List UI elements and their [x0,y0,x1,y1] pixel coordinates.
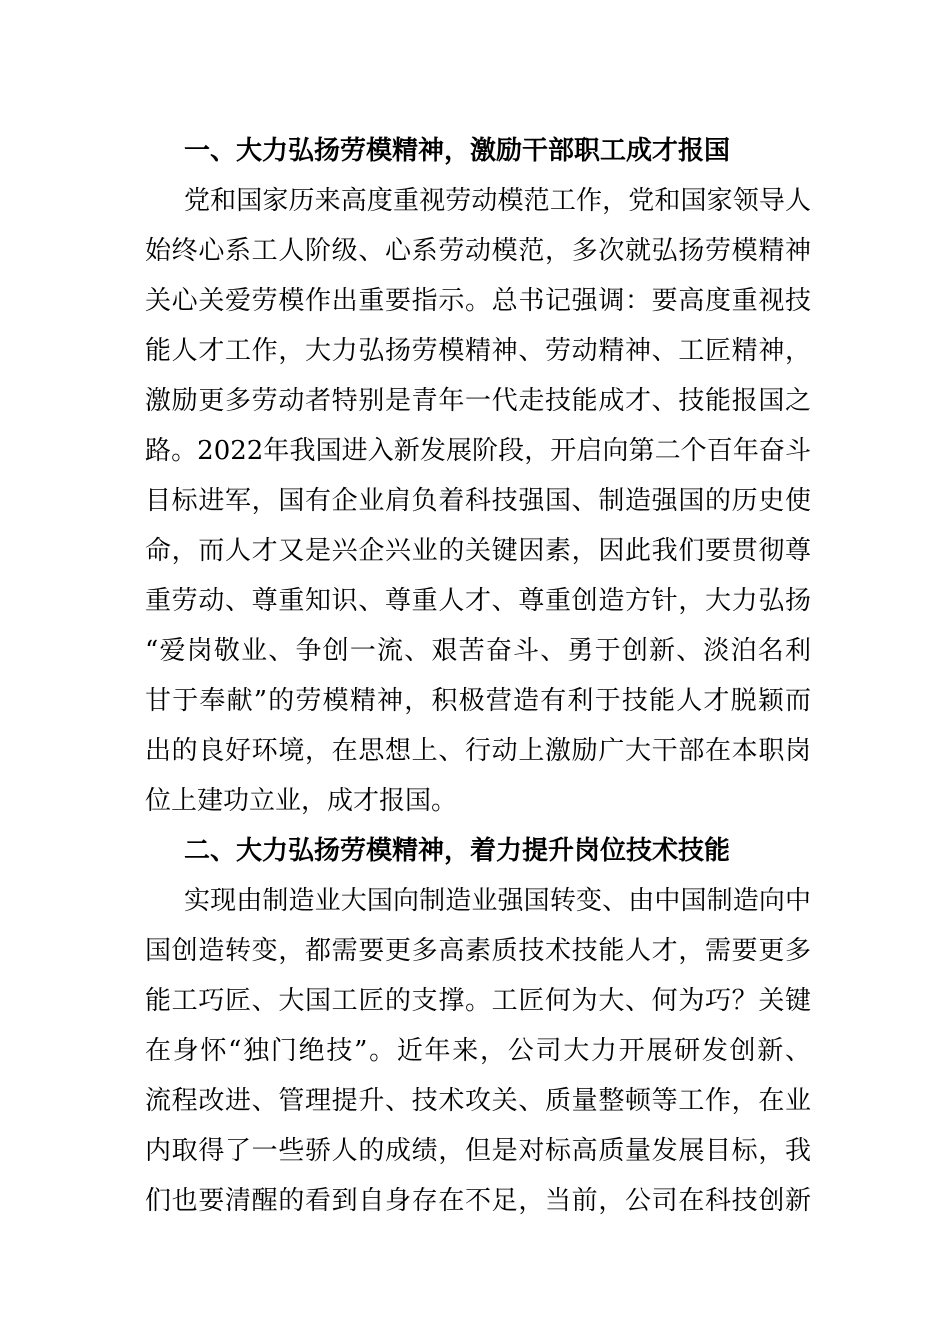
paragraph-line: 党和国家历来高度重视劳动模范工作，党和国家领导人 [184,186,811,216]
paragraph-line: 国创造转变，都需要更多高素质技术技能人才，需要更多 [145,936,811,966]
paragraph-line: 们也要清醒的看到自身存在不足，当前，公司在科技创新 [145,1186,811,1216]
paragraph-line: 始终心系工人阶级、心系劳动模范，多次就弘扬劳模精神 [145,236,811,266]
paragraph-line: 位上建功立业，成才报国。 [145,786,458,816]
section-heading-2: 二、大力弘扬劳模精神，着力提升岗位技术技能 [184,836,731,866]
paragraph-line: “爱岗敬业、争创一流、艰苦奋斗、勇于创新、淡泊名利 [145,636,811,666]
paragraph-line: 能工巧匠、大国工匠的支撑。工匠何为大、何为巧？关键 [145,986,811,1016]
paragraph-line: 目标进军，国有企业肩负着科技强国、制造强国的历史使 [145,486,811,516]
paragraph-line: 激励更多劳动者特别是青年一代走技能成才、技能报国之 [145,386,811,416]
paragraph-line: 实现由制造业大国向制造业强国转变、由中国制造向中 [184,886,811,916]
paragraph-line: 出的良好环境，在思想上、行动上激励广大干部在本职岗 [145,736,811,766]
paragraph-line: 流程改进、管理提升、技术攻关、质量整顿等工作，在业 [145,1086,811,1116]
paragraph-line: 能人才工作，大力弘扬劳模精神、劳动精神、工匠精神， [145,336,811,366]
paragraph-line: 在身怀“独门绝技”。近年来，公司大力开展研发创新、 [145,1036,811,1066]
paragraph-line: 内取得了一些骄人的成绩，但是对标高质量发展目标，我 [145,1136,811,1166]
paragraph-line: 甘于奉献”的劳模精神，积极营造有利于技能人才脱颖而 [145,686,811,716]
paragraph-line: 命，而人才又是兴企兴业的关键因素，因此我们要贯彻尊 [145,536,811,566]
section-heading-1: 一、大力弘扬劳模精神，激励干部职工成才报国 [184,136,731,166]
paragraph-line: 关心关爱劳模作出重要指示。总书记强调：要高度重视技 [145,286,811,316]
paragraph-line: 路。2022年我国进入新发展阶段，开启向第二个百年奋斗 [145,436,811,466]
paragraph-line: 重劳动、尊重知识、尊重人才、尊重创造方针，大力弘扬 [145,586,811,616]
